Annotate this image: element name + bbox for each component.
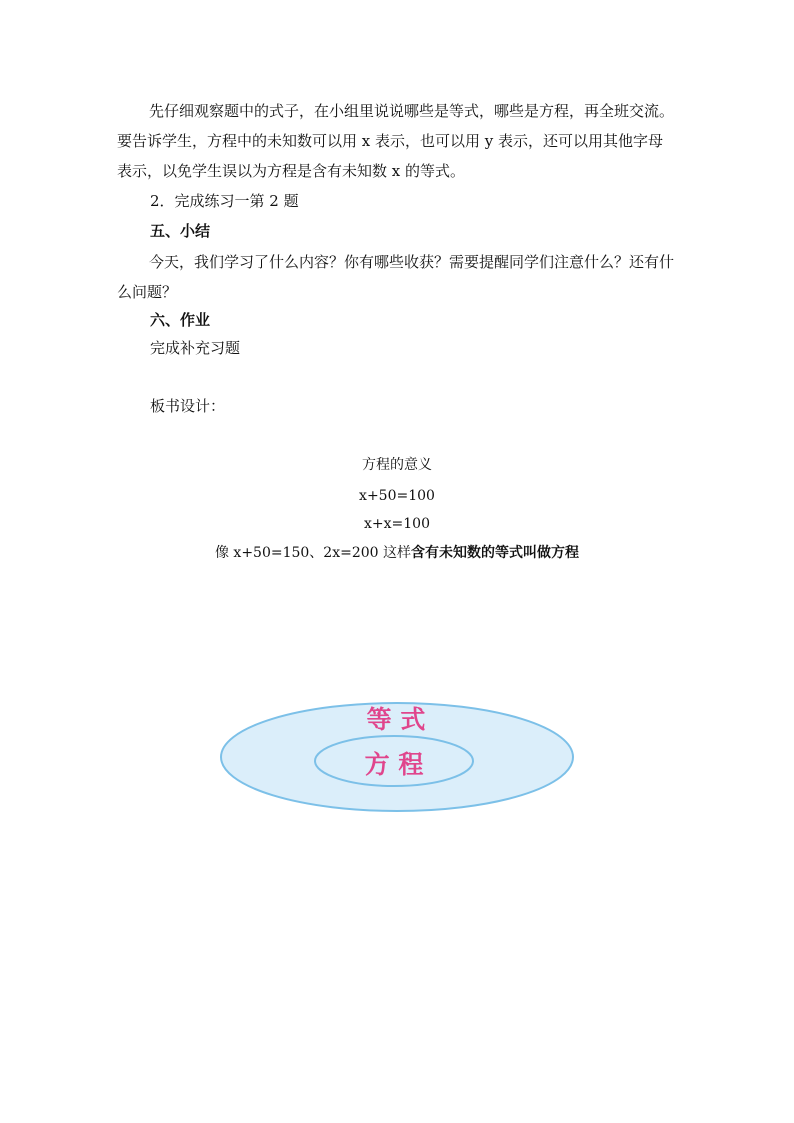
- label-equation: 方 程: [364, 750, 424, 779]
- set-diagram: [218, 700, 576, 814]
- paragraph-observe: 先仔细观察题中的式子，在小组里说说哪些是等式，哪些是方程，再全班交流。要告诉学生，方程中的未知数可以用 x 表示，也可以用 y 表示，还可以用其他字母表示，以免学生误以为方程是含有未知数 x 的等式。: [117, 102, 675, 180]
- definition-prefix: 像 x+50=150、2x=200 这样: [214, 545, 412, 561]
- homework-text: 完成补充习题: [150, 339, 241, 357]
- label-equality: 等 式: [366, 705, 426, 734]
- board-title: 方程的意义: [362, 457, 432, 473]
- paragraph-summary: 今天，我们学习了什么内容？你有哪些收获？需要提醒同学们注意什么？还有什么问题？: [117, 253, 675, 301]
- board-equation-1: x+50=100: [359, 488, 435, 504]
- heading-summary: 五、小结: [150, 222, 211, 240]
- board-equation-2: x+x=100: [364, 516, 430, 532]
- board-design-label: 板书设计：: [150, 397, 226, 415]
- list-item-exercise: 2．完成练习一第 2 题: [150, 192, 299, 210]
- board-definition: [0, 543, 794, 563]
- definition-bold: 含有未知数的等式叫做方程: [411, 545, 580, 561]
- heading-homework: 六、作业: [150, 311, 211, 329]
